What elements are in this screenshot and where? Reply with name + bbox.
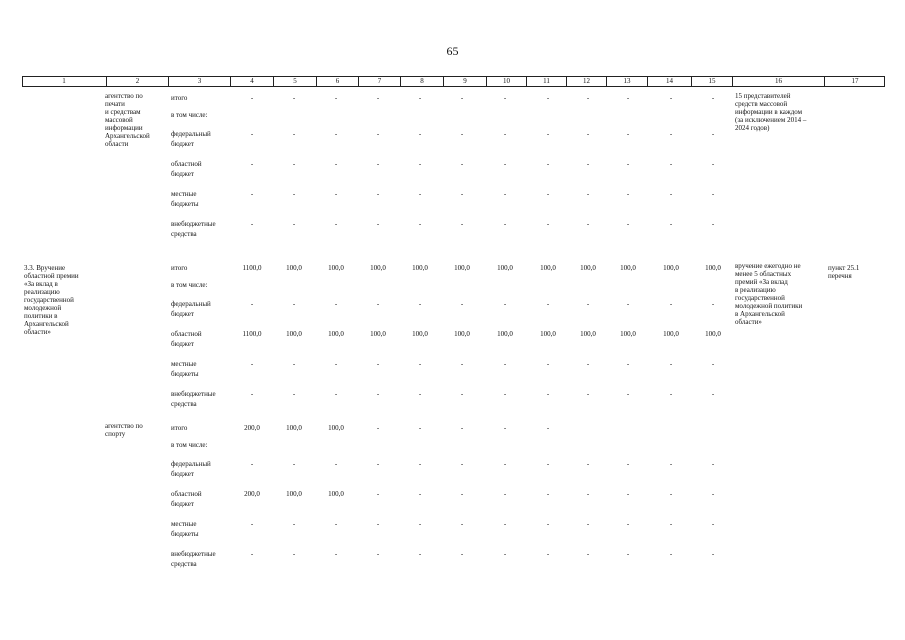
table-cell-value: 100,0 [286,424,302,432]
table-cell-value: - [376,360,380,368]
table-cell-value: - [586,190,590,198]
table-cell-value: - [292,550,296,558]
table-cell-value: 100,0 [497,264,513,272]
table-cell-value: - [418,160,422,168]
table-cell-value: - [250,220,254,228]
table-cell-value: - [546,390,550,398]
table-cell-value: - [376,220,380,228]
table-cell-value: 100,0 [540,330,556,338]
table-cell-value: - [546,460,550,468]
table-cell-value: - [250,460,254,468]
table-cell-value: - [626,190,630,198]
executor-text: информации [105,124,143,132]
table-cell-value: - [460,94,464,102]
table-cell-value: - [418,490,422,498]
result-text: информации в каждом [735,108,803,116]
table-cell-value: 100,0 [328,330,344,338]
table-cell-value: 100,0 [620,330,636,338]
result-text: в Архангельской [735,310,785,318]
table-cell-value: 100,0 [454,330,470,338]
table-cell-value: - [292,360,296,368]
funding-source-label: в том числе: [171,441,208,449]
page-number: 65 [446,44,459,58]
table-cell-value: - [460,424,464,432]
table-cell-value: - [460,490,464,498]
table-cell-value: - [586,520,590,528]
table-cell-value: - [250,520,254,528]
table-cell-value: - [292,94,296,102]
header-col-3: 3 [168,77,230,86]
table-cell-value: - [546,130,550,138]
table-cell-value: - [669,460,673,468]
table-cell-value: - [250,94,254,102]
table-cell-value: 100,0 [370,264,386,272]
funding-source-label: средства [171,560,197,568]
table-cell-value: 100,0 [663,330,679,338]
table-cell-value: 100,0 [663,264,679,272]
table-cell-value: - [334,190,338,198]
funding-source-label: бюджет [171,340,194,348]
table-cell-value: - [418,390,422,398]
header-col-5: 5 [273,77,316,86]
table-cell-value: - [418,300,422,308]
table-cell-value: 100,0 [370,330,386,338]
executor-text: области [105,140,129,148]
table-cell-value: - [711,490,715,498]
activity-name-text: политики в [24,312,58,320]
header-col-2: 2 [106,77,168,86]
table-cell-value: - [626,160,630,168]
table-cell-value: - [334,130,338,138]
table-cell-value: - [503,550,507,558]
table-cell-value: - [418,520,422,528]
activity-name-text: государственной [24,296,74,304]
table-cell-value: - [334,460,338,468]
table-cell-value: 100,0 [580,330,596,338]
table-cell-value: - [669,190,673,198]
table-cell-value: - [376,424,380,432]
table-cell-value: - [711,160,715,168]
funding-source-label: в том числе: [171,111,208,119]
header-col-12: 12 [566,77,606,86]
funding-source-label: бюджеты [171,530,199,538]
table-cell-value: - [503,160,507,168]
funding-source-label: местные [171,520,197,528]
table-cell-value: - [292,160,296,168]
table-cell-value: - [669,520,673,528]
funding-source-label: бюджет [171,470,194,478]
table-cell-value: - [460,130,464,138]
header-col-15: 15 [691,77,732,86]
table-cell-value: - [503,460,507,468]
table-cell-value: - [376,300,380,308]
activity-name-text: Архангельской [24,320,69,328]
table-cell-value: - [418,550,422,558]
table-cell-value: - [460,190,464,198]
table-cell-value: 100,0 [328,424,344,432]
table-cell-value: - [586,360,590,368]
table-cell-value: 100,0 [580,264,596,272]
table-cell-value: - [292,460,296,468]
header-col-7: 7 [358,77,400,86]
funding-source-label: местные [171,360,197,368]
table-cell-value: - [292,390,296,398]
header-col-1: 1 [62,77,66,85]
result-text: области» [735,318,762,326]
activity-name-text: «За вклад в [24,280,58,288]
table-cell-value: - [669,550,673,558]
funding-source-label: средства [171,400,197,408]
table-cell-value: 100,0 [412,330,428,338]
table-cell-value: - [546,220,550,228]
table-cell-value: - [711,460,715,468]
table-cell-value: - [503,390,507,398]
table-cell-value: - [250,130,254,138]
table-cell-value: - [503,520,507,528]
table-cell-value: - [250,550,254,558]
table-cell-value: - [250,390,254,398]
table-cell-value: 100,0 [412,264,428,272]
table-cell-value: - [250,160,254,168]
table-cell-value: - [711,550,715,558]
funding-source-label: федеральный [171,460,211,468]
funding-source-label: итого [171,424,188,432]
table-cell-value: - [376,94,380,102]
activity-name-text: областной премии [24,272,79,280]
table-cell-value: - [250,360,254,368]
table-cell-value: - [626,550,630,558]
table-cell-value: - [626,520,630,528]
table-header-row [22,76,885,87]
result-text: в реализацию [735,286,776,294]
table-cell-value: - [669,130,673,138]
table-cell-value: - [669,390,673,398]
table-cell-value: - [292,220,296,228]
funding-source-label: бюджеты [171,200,199,208]
table-cell-value: - [546,424,550,432]
table-cell-value: - [586,300,590,308]
table-cell-value: - [546,160,550,168]
table-cell-value: - [546,490,550,498]
table-cell-value: - [546,94,550,102]
table-cell-value: - [460,220,464,228]
table-cell-value: - [546,300,550,308]
table-cell-value: - [711,190,715,198]
activity-name-text: области» [24,328,51,336]
header-col-14: 14 [647,77,691,86]
table-cell-value: - [711,94,715,102]
table-cell-value: - [546,550,550,558]
header-col-11: 11 [526,77,566,86]
result-text: государственной [735,294,785,302]
funding-source-label: средства [171,230,197,238]
activity-name-text: 3.3. Вручение [24,264,66,272]
funding-source-label: областной [171,160,202,168]
table-cell-value: - [334,220,338,228]
table-cell-value: - [292,520,296,528]
table-cell-value: - [503,130,507,138]
table-cell-value: - [669,160,673,168]
table-cell-value: 100,0 [286,330,302,338]
executor-text: печати [105,100,125,108]
table-cell-value: - [586,220,590,228]
header-col-16: 16 [732,77,824,86]
table-cell-value: - [376,460,380,468]
table-cell-value: - [503,424,507,432]
funding-source-label: в том числе: [171,281,208,289]
table-cell-value: - [418,190,422,198]
table-cell-value: 100,0 [497,330,513,338]
table-cell-value: - [334,360,338,368]
table-cell-value: - [669,300,673,308]
funding-source-label: внебюджетные [171,390,216,398]
table-cell-value: - [669,94,673,102]
table-cell-value: - [669,490,673,498]
table-cell-value: - [626,360,630,368]
header-col-8: 8 [400,77,443,86]
table-cell-value: - [626,390,630,398]
result-text: премий «За вклад [735,278,788,286]
table-cell-value: - [292,190,296,198]
table-cell-value: - [334,160,338,168]
funding-source-label: бюджет [171,140,194,148]
table-cell-value: 100,0 [620,264,636,272]
executor-text: и средствам [105,108,141,116]
table-cell-value: 100,0 [286,264,302,272]
table-cell-value: 100,0 [328,264,344,272]
funding-source-label: внебюджетные [171,220,216,228]
table-cell-value: 1100,0 [242,264,262,272]
table-cell-value: - [418,460,422,468]
header-col-4: 4 [230,77,273,86]
table-cell-value: - [626,94,630,102]
table-cell-value: 100,0 [540,264,556,272]
table-cell-value: - [460,300,464,308]
table-cell-value: - [503,220,507,228]
table-cell-value: - [586,160,590,168]
funding-source-label: федеральный [171,300,211,308]
table-cell-value: - [626,300,630,308]
table-cell-value: - [626,220,630,228]
table-cell-value: - [711,130,715,138]
table-cell-value: - [586,490,590,498]
table-cell-value: - [586,390,590,398]
table-cell-value: - [334,300,338,308]
table-cell-value: - [669,360,673,368]
table-cell-value: - [586,550,590,558]
executor-text: массовой [105,116,133,124]
table-cell-value: - [376,550,380,558]
table-cell-value: - [460,520,464,528]
table-cell-value: - [376,390,380,398]
table-cell-value: - [460,390,464,398]
table-cell-value: - [334,94,338,102]
table-cell-value: - [711,390,715,398]
result-text: молодежной политики [735,302,803,310]
table-cell-value: - [418,130,422,138]
table-cell-value: - [503,94,507,102]
table-cell-value: - [334,550,338,558]
result-text: 15 представителей [735,92,791,100]
table-cell-value: - [418,220,422,228]
table-cell-value: - [626,490,630,498]
table-cell-value: - [418,94,422,102]
result-text: средств массовой [735,100,788,108]
header-col-13: 13 [606,77,647,86]
table-cell-value: - [376,520,380,528]
table-cell-value: - [503,190,507,198]
table-cell-value: - [418,360,422,368]
table-cell-value: - [334,520,338,528]
table-cell-value: - [376,190,380,198]
table-cell-value: - [503,490,507,498]
table-cell-value: 200,0 [244,490,260,498]
activity-name-text: реализацию [24,288,60,296]
table-cell-value: - [711,520,715,528]
table-cell-value: - [503,360,507,368]
funding-source-label: бюджет [171,500,194,508]
table-cell-value: - [334,390,338,398]
executor-text: Архангельской [105,132,150,140]
table-cell-value: 1100,0 [242,330,262,338]
table-cell-value: - [586,460,590,468]
table-cell-value: - [460,160,464,168]
funding-source-label: внебюджетные [171,550,216,558]
table-cell-value: - [292,300,296,308]
table-cell-value: 100,0 [454,264,470,272]
funding-source-label: бюджеты [171,370,199,378]
reference-text: перечня [828,272,852,280]
table-cell-value: - [711,220,715,228]
table-cell-value: - [669,220,673,228]
table-cell-value: 100,0 [328,490,344,498]
result-text: (за исключением 2014 – [735,116,807,124]
table-cell-value: - [626,460,630,468]
table-cell-value: 100,0 [286,490,302,498]
table-cell-value: - [292,130,296,138]
funding-source-label: областной [171,490,202,498]
table-cell-value: - [546,360,550,368]
activity-name-text: молодежной [24,304,62,312]
table-cell-value: - [586,130,590,138]
table-cell-value: - [376,490,380,498]
executor-text: агентство по [105,92,143,100]
table-cell-value: 200,0 [244,424,260,432]
funding-source-label: местные [171,190,197,198]
table-cell-value: - [546,190,550,198]
executor-text: агентство по [105,422,143,430]
table-cell-value: - [626,130,630,138]
header-col-9: 9 [443,77,486,86]
funding-source-label: итого [171,264,188,272]
result-text: менее 5 областных [735,270,792,278]
result-text: 2024 годов) [735,124,770,132]
header-col-6: 6 [316,77,358,86]
funding-source-label: бюджет [171,170,194,178]
table-cell-value: - [460,360,464,368]
reference-text: пункт 25.1 [828,264,860,272]
header-col-10: 10 [486,77,526,86]
table-cell-value: - [250,190,254,198]
table-cell-value: 100,0 [705,330,721,338]
header-col-17: 17 [824,77,885,86]
funding-source-label: бюджет [171,310,194,318]
funding-source-label: областной [171,330,202,338]
table-cell-value: 100,0 [705,264,721,272]
table-cell-value: - [376,160,380,168]
result-text: вручение ежегодно не [735,262,801,270]
table-cell-value: - [460,460,464,468]
table-cell-value: - [586,94,590,102]
table-cell-value: - [503,300,507,308]
funding-source-label: федеральный [171,130,211,138]
table-cell-value: - [711,300,715,308]
table-cell-value: - [376,130,380,138]
table-cell-value: - [546,520,550,528]
table-cell-value: - [711,360,715,368]
table-cell-value: - [460,550,464,558]
funding-source-label: итого [171,94,188,102]
table-cell-value: - [250,300,254,308]
executor-text: спорту [105,430,126,438]
table-cell-value: - [418,424,422,432]
